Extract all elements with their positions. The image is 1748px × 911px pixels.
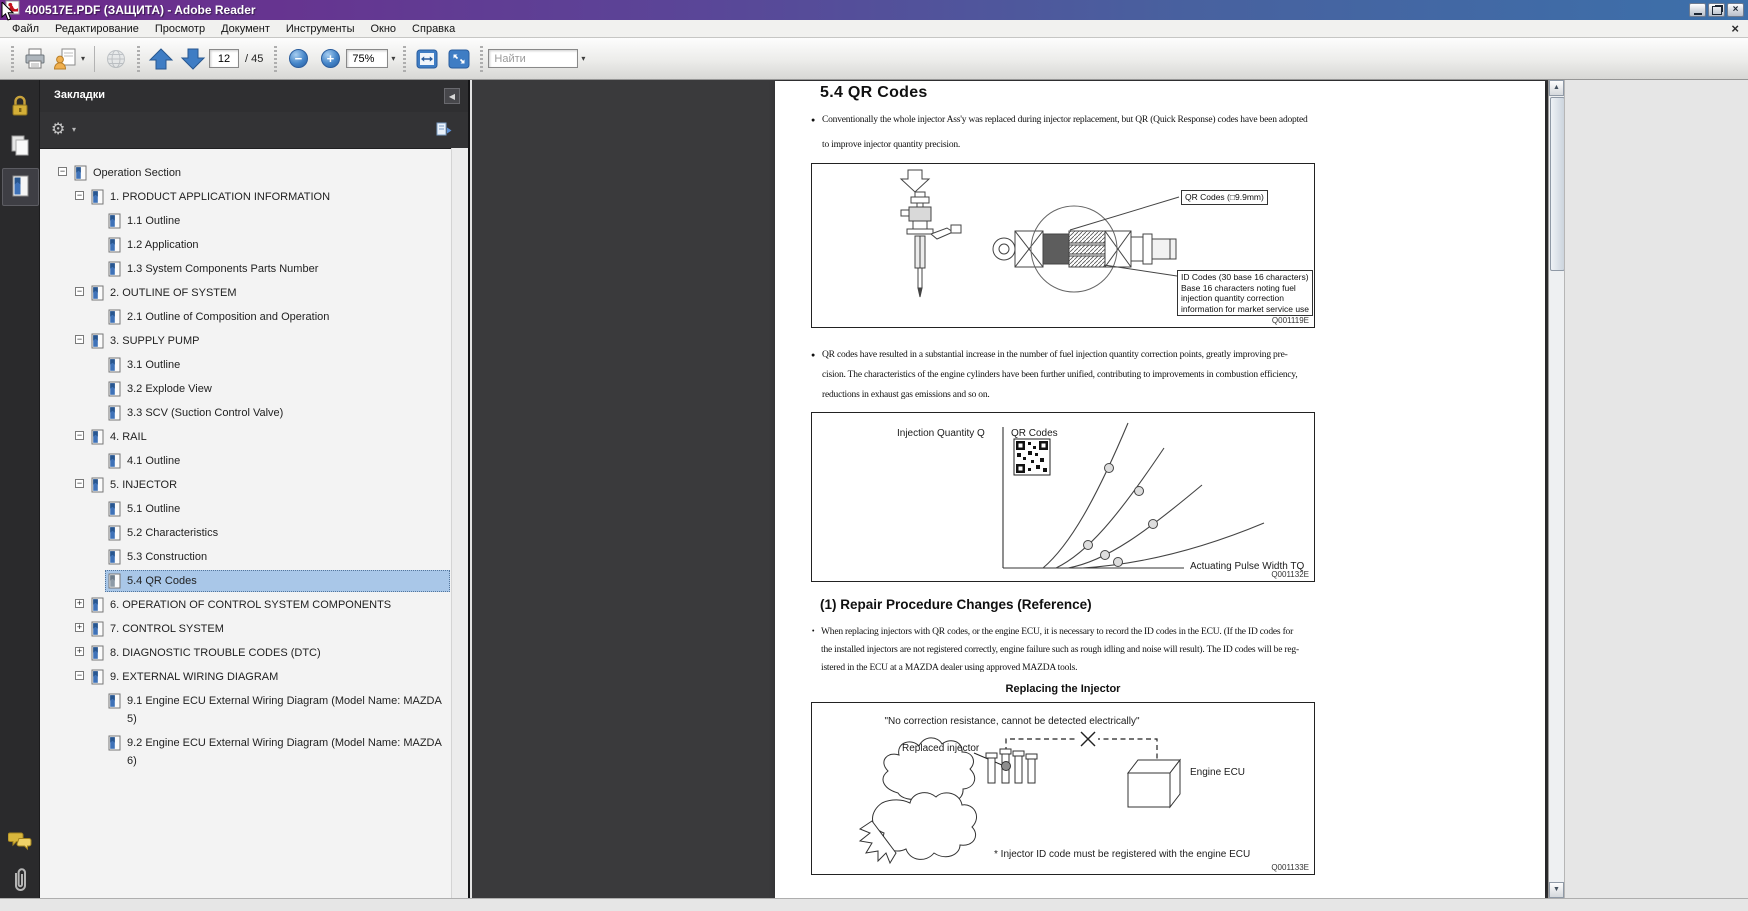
body-text-line: When replacing injectors with QR codes, or the engine ECU, it is necessary to record the ID codes in the ECU. (If the ID codes for xyxy=(821,627,1294,637)
scrollbar-thumb[interactable] xyxy=(1550,97,1565,271)
share-person-icon xyxy=(52,47,78,71)
menu-bar xyxy=(0,20,1748,38)
bookmark-link[interactable] xyxy=(105,354,450,376)
bookmark-item[interactable] xyxy=(40,376,450,400)
printer-icon xyxy=(22,47,48,71)
bookmark-link[interactable] xyxy=(105,546,450,568)
globe-icon xyxy=(104,47,128,71)
toolbar-grip xyxy=(403,46,406,72)
collapse-expander-icon[interactable]: − xyxy=(76,334,83,344)
zoom-out-icon: − xyxy=(289,49,308,68)
menu-item[interactable]: Файл xyxy=(12,22,40,35)
next-page-button[interactable] xyxy=(178,43,208,75)
bookmark-item[interactable] xyxy=(40,184,450,208)
menu-item[interactable]: Документ xyxy=(221,22,270,35)
id-codes-callout xyxy=(1177,270,1313,316)
bookmark-item[interactable] xyxy=(40,544,450,568)
body-text-line: istered in the ECU at a MAZDA dealer using approved MAZDA tools. xyxy=(821,663,1078,673)
bookmarks-panel-title: Закладки xyxy=(54,89,106,101)
bookmark-item[interactable] xyxy=(40,400,450,424)
bookmark-page-icon xyxy=(91,669,104,685)
bookmark-label: 1.3 System Components Parts Number xyxy=(127,263,319,275)
bookmark-label: 2.1 Outline of Composition and Operation xyxy=(127,311,330,323)
y-axis-label: Injection Quantity Q xyxy=(897,428,985,439)
menu-item[interactable]: Инструменты xyxy=(285,22,355,35)
bookmark-link[interactable] xyxy=(105,378,450,400)
bookmark-link[interactable] xyxy=(105,522,450,544)
share-dropdown-caret[interactable]: ▾ xyxy=(81,54,86,63)
bookmark-item[interactable] xyxy=(40,352,450,376)
bookmark-link[interactable] xyxy=(88,594,450,616)
callout-line: information for market service use xyxy=(1181,303,1310,314)
bookmark-link[interactable] xyxy=(71,162,450,184)
bookmark-item[interactable] xyxy=(40,280,450,304)
bookmarks-scrollbar[interactable] xyxy=(451,148,468,898)
options-gear-icon[interactable]: ⚙ xyxy=(51,121,66,138)
bookmark-page-icon xyxy=(108,213,121,229)
bookmark-link[interactable] xyxy=(88,474,450,496)
bookmark-page-icon xyxy=(91,429,104,445)
bookmark-label: 6. OPERATION OF CONTROL SYSTEM COMPONENTS xyxy=(110,599,392,611)
bookmark-item[interactable] xyxy=(40,616,450,640)
scroll-down-button[interactable]: ▼ xyxy=(1549,882,1564,898)
bookmark-page-icon xyxy=(91,477,104,493)
callout-line: ID Codes (30 base 16 characters) xyxy=(1181,272,1309,282)
bookmark-label: 3.1 Outline xyxy=(127,359,181,371)
bookmarks-panel-icon[interactable] xyxy=(7,172,33,200)
collapse-expander-icon[interactable]: − xyxy=(76,286,83,296)
bookmark-link[interactable] xyxy=(105,450,450,472)
zoom-dropdown-caret[interactable]: ▾ xyxy=(391,54,396,63)
collapse-expander-icon[interactable]: − xyxy=(76,430,83,440)
bookmark-page-icon xyxy=(108,735,121,751)
toolbar-grip xyxy=(480,46,483,72)
search-input[interactable] xyxy=(488,49,578,68)
expand-expander-icon[interactable]: + xyxy=(76,622,83,632)
bookmark-page-icon xyxy=(108,453,121,469)
bullet-glyph: ● xyxy=(811,117,816,124)
bookmark-item[interactable] xyxy=(40,448,450,472)
bookmark-item[interactable] xyxy=(40,664,450,688)
bookmark-page-icon xyxy=(108,693,121,709)
bookmark-link[interactable] xyxy=(105,498,450,520)
horizontal-scrollbar[interactable] xyxy=(0,898,1748,911)
bookmark-label: 4. RAIL xyxy=(110,431,147,443)
pdf-page xyxy=(775,81,1545,898)
bookmark-page-icon xyxy=(108,237,121,253)
qr-code-bitmap xyxy=(1014,439,1050,475)
right-panel-area xyxy=(1564,80,1748,898)
options-gear-caret[interactable]: ▾ xyxy=(72,125,77,134)
bookmark-page-icon xyxy=(74,165,87,181)
document-pane[interactable] xyxy=(472,80,1548,898)
bookmarks-panel-header xyxy=(40,80,468,112)
bookmark-item[interactable] xyxy=(40,730,450,772)
bookmark-link[interactable] xyxy=(88,666,450,688)
body-text-line: reductions in exhaust gas emissions and so on. xyxy=(822,390,990,400)
bookmark-label: 5. INJECTOR xyxy=(110,479,178,491)
bookmark-label: 8. DIAGNOSTIC TROUBLE CODES (DTC) xyxy=(110,647,321,659)
figure3-footnote: * Injector ID code must be registered with the engine ECU xyxy=(994,849,1251,860)
bookmark-selected[interactable] xyxy=(105,570,450,592)
qr-codes-label: QR Codes xyxy=(1011,428,1058,439)
bookmark-link[interactable] xyxy=(88,186,450,208)
menu-item[interactable]: Редактирование xyxy=(55,22,139,35)
up-arrow-icon xyxy=(148,47,174,71)
fit-width-icon xyxy=(415,48,439,70)
bookmark-link[interactable] xyxy=(88,282,450,304)
bookmark-page-icon xyxy=(108,501,121,517)
bookmark-label: 5.4 QR Codes xyxy=(127,575,197,587)
bookmark-item[interactable] xyxy=(40,328,450,352)
toolbar-grip xyxy=(137,46,140,72)
bookmark-item[interactable] xyxy=(40,496,450,520)
internet-upload-button[interactable] xyxy=(101,43,131,75)
menu-item[interactable]: Справка xyxy=(412,22,456,35)
zoom-level-input[interactable] xyxy=(346,49,388,68)
bookmark-item[interactable] xyxy=(40,640,450,664)
callout-line: injection quantity correction xyxy=(1181,293,1285,303)
close-button[interactable]: × xyxy=(1727,3,1744,17)
expand-expander-icon[interactable]: + xyxy=(76,646,83,656)
bookmark-link[interactable] xyxy=(88,330,450,352)
body-text-line: Conventionally the whole injector Ass'y was replaced during injector replacement, but QR (Quick Response) codes have been adopted xyxy=(822,115,1308,125)
toolbar-grip xyxy=(274,46,277,72)
window-title: 400517E.PDF (ЗАЩИТА) - Adobe Reader xyxy=(25,3,256,17)
bookmark-item[interactable] xyxy=(40,208,450,232)
bookmark-label: 4.1 Outline xyxy=(127,455,181,467)
bookmark-label: 1. PRODUCT APPLICATION INFORMATION xyxy=(110,191,331,203)
bookmark-item[interactable] xyxy=(40,424,450,448)
bookmark-page-icon xyxy=(91,285,104,301)
menu-item[interactable]: Окно xyxy=(370,22,397,35)
body-text-line: the installed injectors are not registered correctly, engine failure such as rough idling and noise will result). The ID codes will be reg- xyxy=(821,645,1299,655)
mouse-cursor xyxy=(1,2,15,22)
bookmark-page-icon xyxy=(108,309,121,325)
collapse-expander-icon[interactable]: − xyxy=(59,166,66,176)
zoom-in-icon: + xyxy=(321,49,340,68)
search-dropdown-caret[interactable]: ▾ xyxy=(581,54,586,63)
bookmark-label: 7. CONTROL SYSTEM xyxy=(110,623,224,635)
bookmark-page-icon xyxy=(91,597,104,613)
bookmark-item[interactable] xyxy=(40,520,450,544)
bookmark-label: 3.3 SCV (Suction Control Valve) xyxy=(127,407,284,419)
attachments-panel-icon[interactable] xyxy=(7,866,33,894)
correction-curves-drawing xyxy=(812,413,1314,581)
bookmark-label: 9. EXTERNAL WIRING DIAGRAM xyxy=(110,671,279,683)
zoom-out-button[interactable] xyxy=(283,43,313,75)
bookmark-page-icon xyxy=(108,357,121,373)
bullet-glyph: ● xyxy=(811,352,816,359)
bookmark-label: 5.1 Outline xyxy=(127,503,181,515)
figure-code: Q001133E xyxy=(1271,863,1309,872)
bookmark-item[interactable] xyxy=(40,592,450,616)
expand-expander-icon[interactable]: + xyxy=(76,598,83,608)
bookmark-page-icon xyxy=(108,381,121,397)
figure-code: Q001119E xyxy=(1271,316,1309,325)
bookmark-link[interactable] xyxy=(88,426,450,448)
fit-page-button[interactable] xyxy=(444,43,474,75)
figure3-title: Replacing the Injector xyxy=(1005,683,1121,695)
figure-replacing-injector xyxy=(811,702,1315,875)
fit-width-button[interactable] xyxy=(412,43,442,75)
bookmark-item[interactable] xyxy=(40,568,450,592)
zoom-in-button[interactable] xyxy=(315,43,345,75)
bookmark-label: 9.2 Engine ECU External Wiring Diagram (Model Name: MAZDA 6) xyxy=(127,737,442,767)
body-text-line: to improve injector quantity precision. xyxy=(822,140,961,150)
page-section-heading: 5.4 QR Codes xyxy=(820,84,928,101)
bookmark-page-icon xyxy=(108,261,121,277)
security-lock-icon[interactable] xyxy=(7,92,33,120)
bookmark-options-icon[interactable] xyxy=(435,121,452,142)
bookmark-link[interactable] xyxy=(105,306,450,328)
bookmark-item[interactable] xyxy=(40,304,450,328)
pages-panel-icon[interactable] xyxy=(7,132,33,160)
bookmark-label: 9.1 Engine ECU External Wiring Diagram (Model Name: MAZDA 5) xyxy=(127,695,442,725)
bookmark-page-icon xyxy=(108,525,121,541)
figure-code: Q001132E xyxy=(1271,570,1309,579)
share-document-button[interactable] xyxy=(52,43,88,75)
bookmark-page-icon xyxy=(91,645,104,661)
bookmark-label: 3. SUPPLY PUMP xyxy=(110,335,200,347)
bookmark-page-icon xyxy=(108,573,121,589)
bookmarks-panel xyxy=(40,80,470,898)
scroll-up-button[interactable]: ▲ xyxy=(1549,80,1564,96)
bookmark-label: 1.2 Application xyxy=(127,239,199,251)
bookmark-label: 5.3 Construction xyxy=(127,551,208,563)
toolbar-separator xyxy=(94,46,95,72)
bookmark-item[interactable] xyxy=(40,688,450,730)
bookmark-link[interactable] xyxy=(105,402,450,424)
bookmark-link[interactable] xyxy=(105,690,450,730)
down-arrow-icon xyxy=(180,47,206,71)
close-document-icon[interactable]: × xyxy=(1731,21,1739,36)
engine-ecu-label: Engine ECU xyxy=(1190,767,1246,778)
minimize-button[interactable] xyxy=(1689,3,1706,17)
bookmark-link[interactable] xyxy=(105,234,450,256)
bookmarks-tree xyxy=(40,148,450,898)
bookmark-label: 3.2 Explode View xyxy=(127,383,212,395)
figure3-note: "No correction resistance, cannot be detected electrically" xyxy=(884,716,1140,727)
print-button[interactable] xyxy=(20,43,50,75)
bookmark-link[interactable] xyxy=(105,732,450,772)
bookmarks-options-row xyxy=(40,112,468,149)
bookmark-item[interactable] xyxy=(40,160,450,184)
restore-button[interactable] xyxy=(1708,3,1725,17)
bookmark-item[interactable] xyxy=(40,472,450,496)
x-axis-label: Actuating Pulse Width TQ xyxy=(1190,561,1305,572)
qr-codes-callout: QR Codes (□9.9mm) xyxy=(1181,190,1268,205)
collapse-expander-icon[interactable]: − xyxy=(76,190,83,200)
collapse-expander-icon[interactable]: − xyxy=(76,478,83,488)
bookmark-label: Operation Section xyxy=(93,167,182,179)
bookmark-page-icon xyxy=(108,549,121,565)
body-text-line: QR codes have resulted in a substantial increase in the number of fuel injection quantity correction points, greatly improving pre- xyxy=(822,350,1288,360)
figure-injector-qr-location xyxy=(811,163,1315,328)
toolbar-grip xyxy=(11,46,14,72)
bookmark-link[interactable] xyxy=(105,258,450,280)
page-number-input[interactable] xyxy=(209,49,239,68)
comments-panel-icon[interactable] xyxy=(7,826,33,854)
bookmark-link[interactable] xyxy=(105,210,450,232)
bookmark-item[interactable] xyxy=(40,256,450,280)
toolbar xyxy=(0,38,1748,80)
collapse-expander-icon[interactable]: − xyxy=(76,670,83,680)
bookmark-page-icon xyxy=(91,189,104,205)
fit-page-icon xyxy=(447,48,471,70)
bookmark-page-icon xyxy=(91,333,104,349)
bookmark-link[interactable] xyxy=(88,618,450,640)
title-bar xyxy=(0,0,1748,20)
page-count-label: / 45 xyxy=(245,52,264,65)
bookmark-page-icon xyxy=(108,405,121,421)
figure-correction-graph xyxy=(811,412,1315,582)
body-text-line: cision. The characteristics of the engine cylinders have been further unified, contributing to improvements in combustion efficiency, xyxy=(822,370,1298,380)
replaced-injector-label: Replaced injector xyxy=(902,743,980,754)
previous-page-button[interactable] xyxy=(146,43,176,75)
panel-collapse-button[interactable]: ◀ xyxy=(444,88,460,104)
bookmark-link[interactable] xyxy=(88,642,450,664)
bookmark-label: 1.1 Outline xyxy=(127,215,181,227)
menu-item[interactable]: Просмотр xyxy=(154,22,206,35)
vertical-scrollbar[interactable] xyxy=(1548,80,1564,898)
bookmark-label: 5.2 Characteristics xyxy=(127,527,219,539)
bookmark-label: 2. OUTLINE OF SYSTEM xyxy=(110,287,237,299)
subsection-heading: (1) Repair Procedure Changes (Reference) xyxy=(820,597,1092,612)
navigation-rail xyxy=(0,80,40,898)
bookmark-page-icon xyxy=(91,621,104,637)
callout-line: Base 16 characters noting fuel xyxy=(1181,282,1296,293)
bookmark-item[interactable] xyxy=(40,232,450,256)
bullet-glyph: • xyxy=(812,628,815,635)
